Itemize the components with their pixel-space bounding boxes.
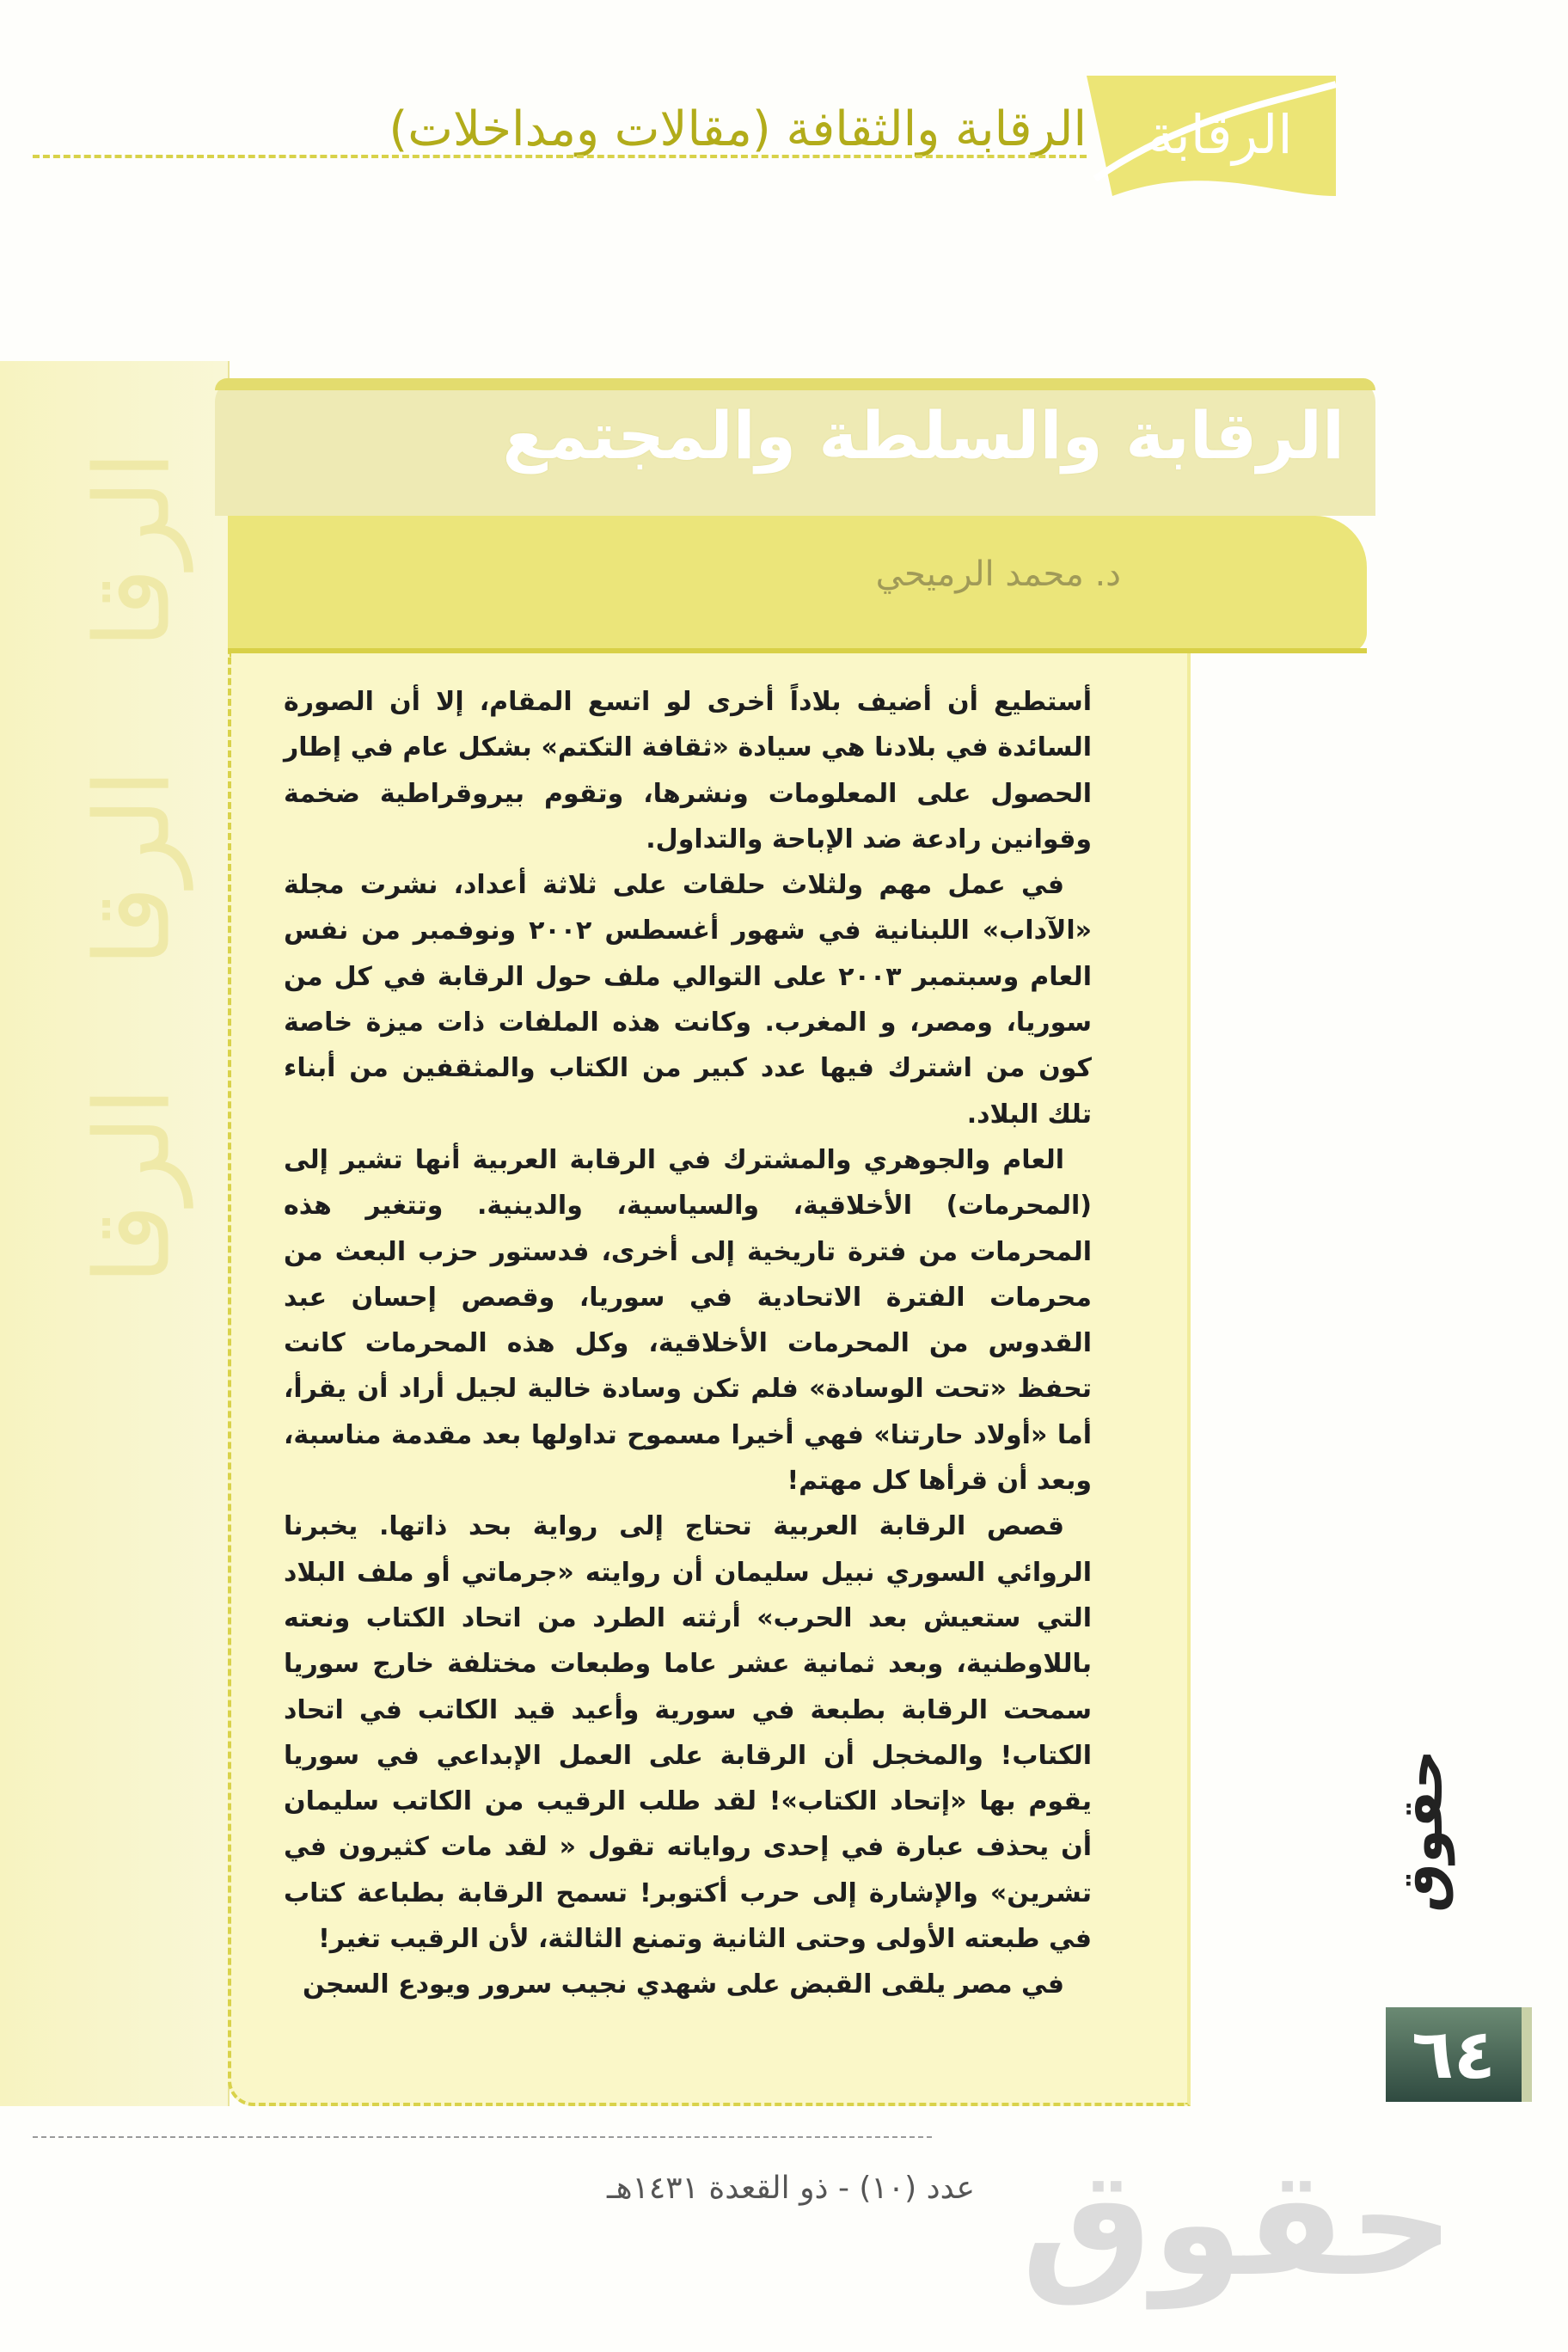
issue-info: عدد (١٠) - ذو القعدة ١٤٣١هـ	[607, 2171, 975, 2206]
paragraph: العام والجوهري والمشترك في الرقابة العربية أنها تشير إلى (المحرمات) الأخلاقية، والسياسية، والدينية. وتتغير هذه المحرمات من فترة تاريخية إلى أخرى، فدستور حزب البعث من محرمات الفترة الاتحادية في سوريا، وقصص إحسان عبد القدوس من المحرمات الأخلاقية، وكل هذه المحرمات كانت تحفظ «تحت الوسادة» فلم تكن وسادة خالية لجيل أراد أن يقرأ، أما «أولاد حارتنا» فهي أخيرا مسموح تداولها بعد مقدمة مناسبة، وبعد أن قرأها كل مهتم!	[284, 1144, 1092, 1497]
section-title: الرقابة والثقافة (مقالات ومداخلات)	[389, 101, 1087, 157]
magazine-logo-vertical	[1386, 1702, 1498, 1960]
decorative-side-strip	[0, 361, 230, 2106]
decorative-watermark-text: الرقا	[73, 1087, 193, 1285]
header-divider	[33, 155, 1087, 158]
author-bar	[228, 516, 1367, 653]
magazine-logo-text: حقوق	[1392, 1749, 1455, 1913]
article-title: الرقابة والسلطة والمجتمع	[502, 397, 1344, 474]
magazine-watermark-text: حقوق	[1021, 2139, 1455, 2309]
paragraph: قصص الرقابة العربية تحتاج إلى رواية بحد ذاتها. يخبرنا الروائي السوري نبيل سليمان أن روايته «جرماتي أو ملف البلاد التي ستعيش بعد الحرب» أرثته الطرد من اتحاد الكتاب ونعته باللاوطنية، وبعد ثمانية عشر عاما وطبعات مختلفة خارج سوريا سمحت الرقابة بطبعة في سورية وأعيد قيد الكاتب في اتحاد الكتاب! والمخجل أن الرقابة على العمل الإبداعي في سوريا يقوم بها «إتحاد الكتاب»! لقد طلب الرقيب من الكاتب سليمان أن يحذف عبارة في إحدى رواياته تقول « لقد مات كثيرون في تشرين» والإشارة إلى حرب أكتوبر! تسمح الرقابة بطباعة كتاب في طبعته الأولى وحتى الثانية وتمنع الثالثة، لأن الرقيب تغير!	[284, 1511, 1092, 1955]
paragraph: في عمل مهم ولثلاث حلقات على ثلاثة أعداد، نشرت مجلة «الآداب» اللبنانية في شهور أغسطس ٢٠٠٢ ونوفمبر من نفس العام وسبتمبر ٢٠٠٣ على التوالي ملف حول الرقابة في كل من سوريا، ومصر، و المغرب. وكانت هذه الملفات ذات ميزة خاصة كون من اشترك فيها عدد كبير من الكتاب والمثقفين من أبناء تلك البلاد.	[284, 870, 1092, 1130]
article-author: د. محمد الرميحي	[875, 554, 1121, 594]
footer-divider	[33, 2136, 932, 2138]
paragraph: أستطيع أن أضيف بلاداً أخرى لو اتسع المقام، إلا أن الصورة السائدة في بلادنا هي سيادة «ثقافة التكتم» بشكل عام في إطار الحصول على المعلومات ونشرها، وتقوم بيروقراطية ضخمة وقوانين رادعة ضد الإباحة والتداول.	[284, 687, 1092, 854]
paragraph: في مصر يلقى القبض على شهدي نجيب سرور ويودع السجن	[302, 1969, 1064, 2000]
decorative-watermark-text: الرقا	[73, 450, 193, 649]
decorative-watermark-text: الرقا	[73, 769, 193, 967]
page-number: ٦٤	[1386, 2007, 1522, 2102]
section-logo-text: الرقابة	[1147, 103, 1293, 166]
section-logo	[1078, 67, 1353, 200]
article-body	[284, 679, 1092, 2008]
magazine-logo-watermark	[1014, 2123, 1461, 2330]
